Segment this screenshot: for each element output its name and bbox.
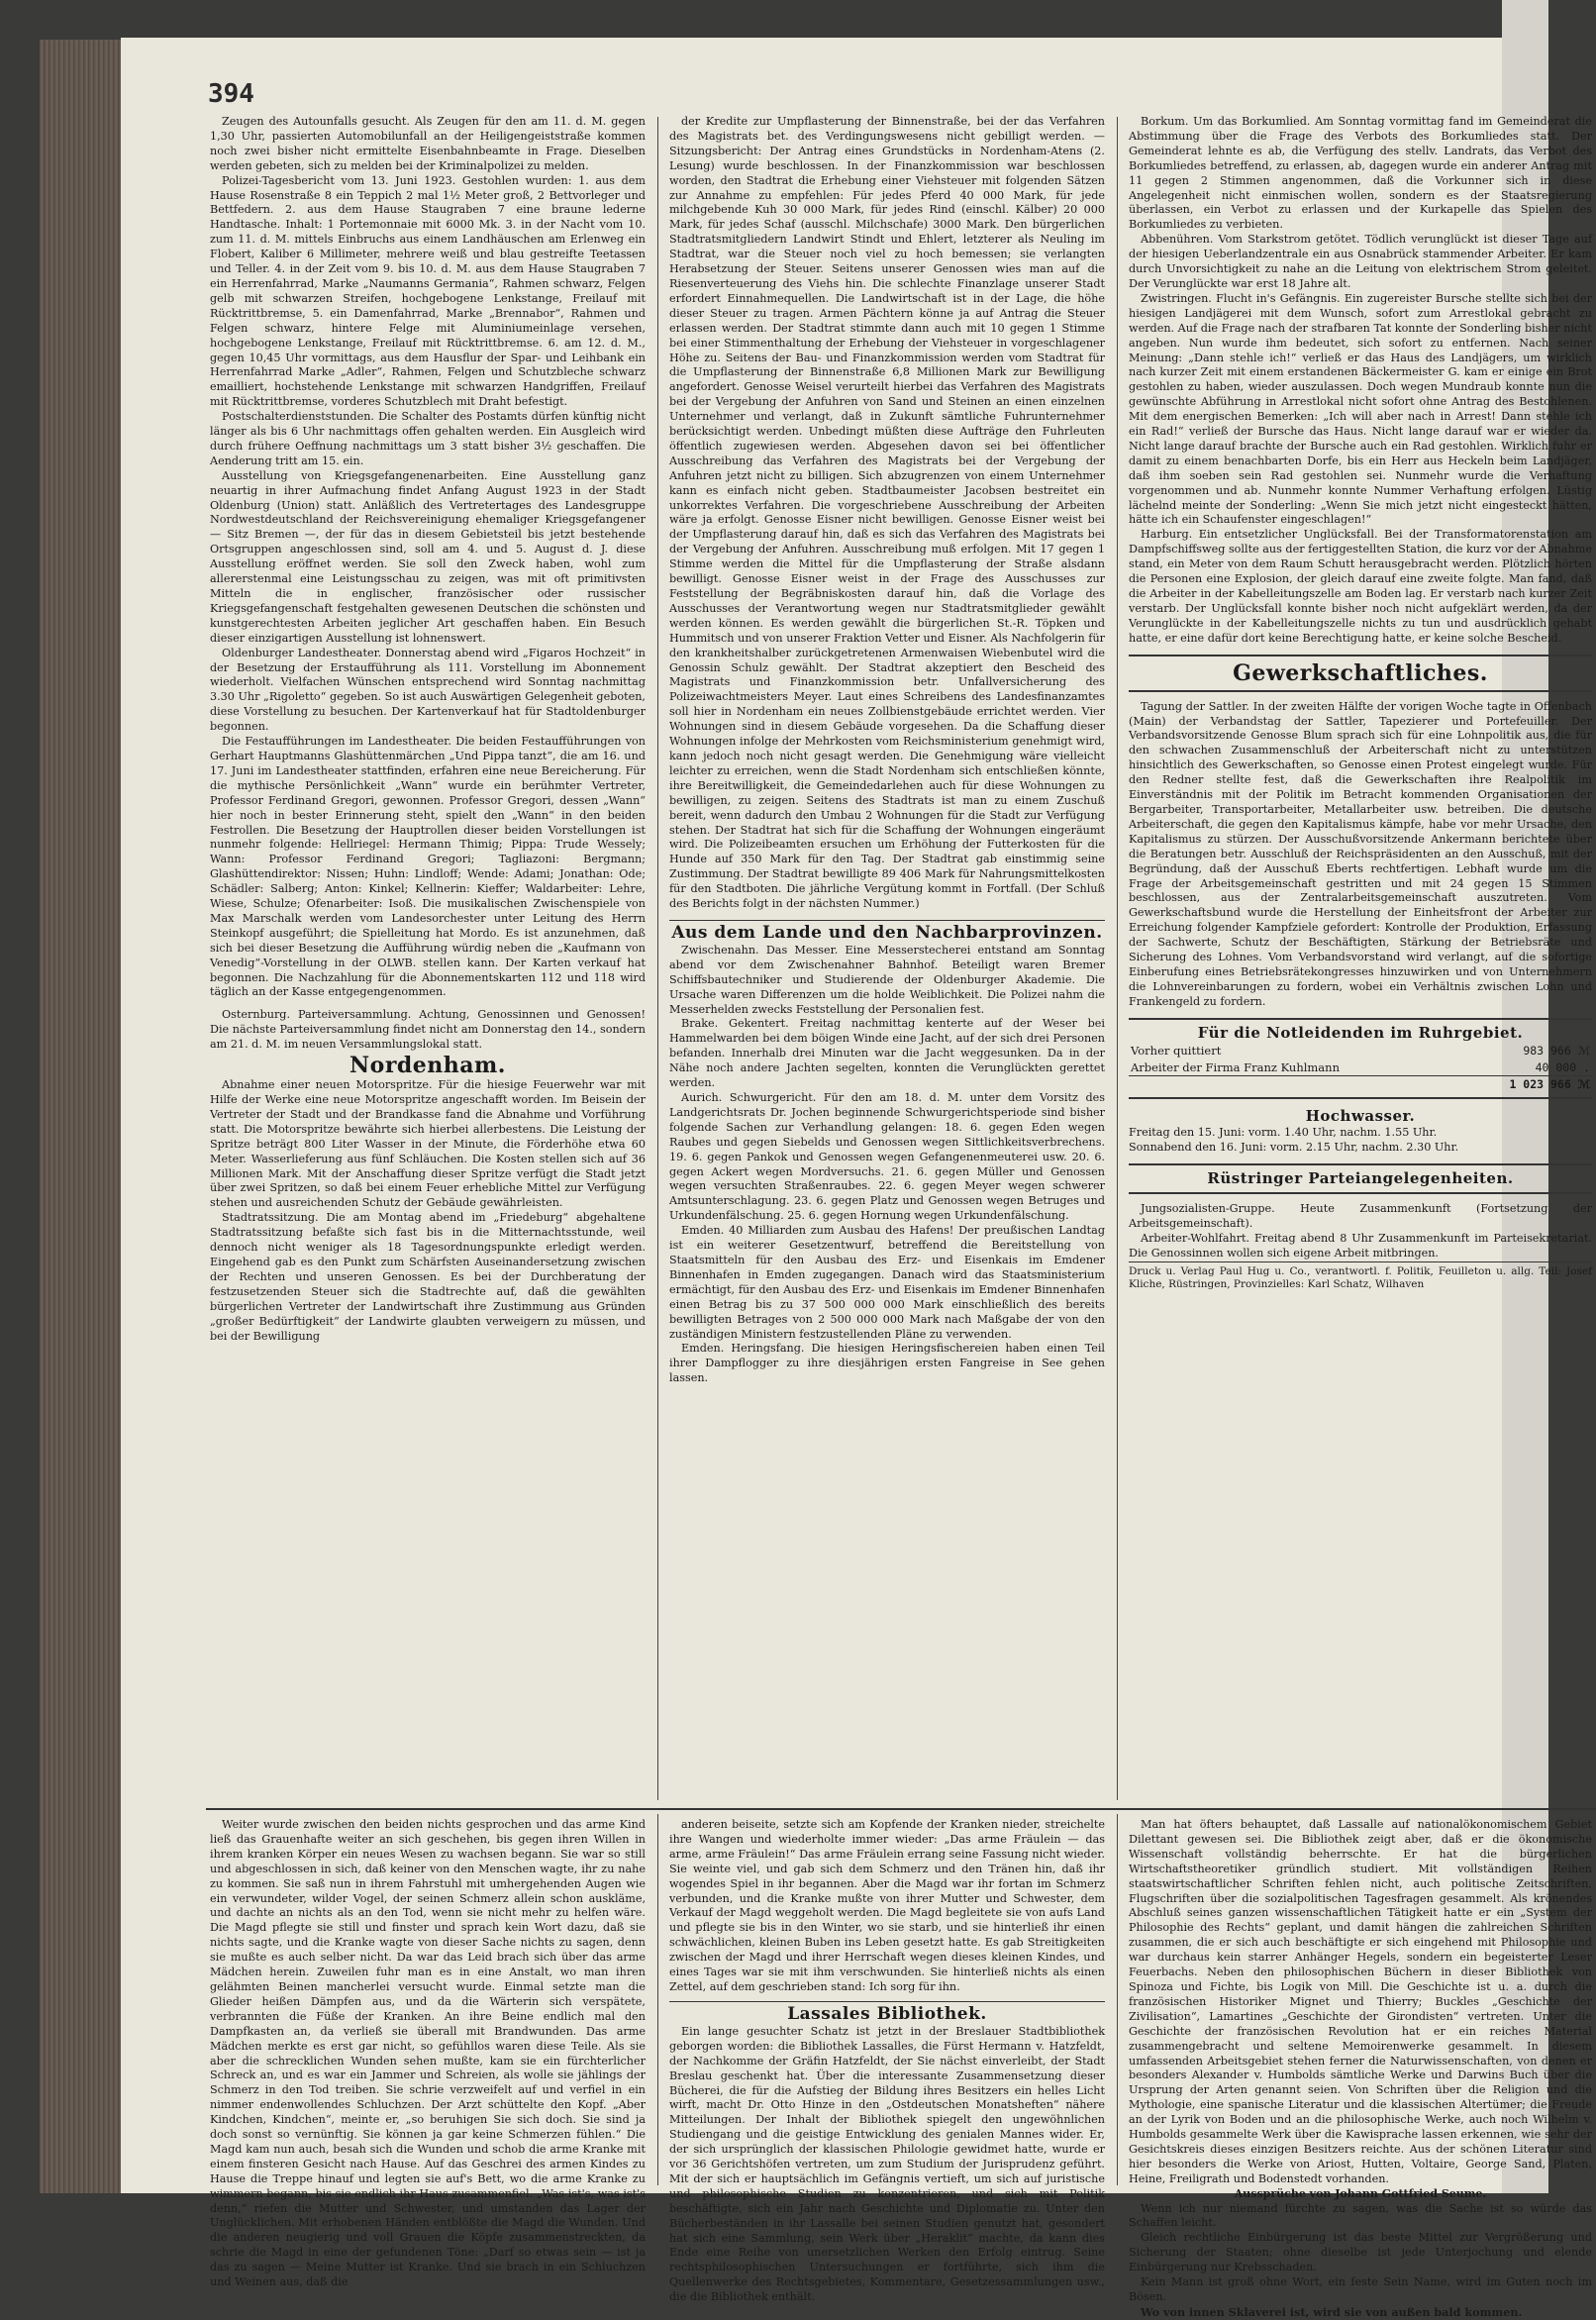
feuilleton-column-2 (669, 1818, 1105, 2304)
article-text: Zeugen des Autounfalls gesucht. Als Zeugen für den am 11. d. M. gegen 1,30 Uhr, passierten Automobilunfall an der Heiligengeiststraße kommen noch zwei bisher nicht ermittelte Eisenbahnbeamte in Frage. Dieselben werden gebeten, sich zu melden bei der Kriminalpolizei zu melden. (210, 115, 646, 172)
article-text: Abbenühren. Vom Starkstrom getötet. Tödlich verunglückt ist dieser Tage auf der hiesigen Ueberlandzentrale ein aus Osnabrück stammender Arbeiter. Er kam durch Unvorsichtigkeit zu nahe an die Leitung von elektrischem Strom geleitet. Der Verunglückte war erst 18 Jahre alt. (1129, 233, 1592, 290)
section-heading-nordenham: Nordenham. (349, 1053, 506, 1079)
table-row (1129, 1043, 1592, 1059)
book-spine-edge (40, 40, 124, 2193)
quote-text: Kein Mann ist groß ohne Wort, ein feste Sein Name, wird im Guten noch im Bösen. (1129, 2275, 1592, 2303)
story-text: anderen beiseite, setzte sich am Kopfende der Kranken nieder, streichelte ihre Wangen und wiederholte immer wieder: „Das arme Fräulein — das arme, arme Fräulein!“ Das arme Fräulein errang seine Fassung nicht wieder. Sie weinte viel, und gab sich dem Schmerz und den Tränen hin, daß ihr wogendes Spiel in ihr begannen. Aber die Magd war ihr fortan im Schmerz verbunden, und die Kranke mußte von ihrer Mutter und Schwester, dem Verkauf der Magd weggeholt werden. Die Magd begleitete sie von aufs Land und pflegte sie bis in den Winter, wo sie starb, und sie hinterließ ihr einen schwächlichen, kleinen Buben ins Leben gesetzt hatte. Es gab Streitigkeiten zwischen der Magd und ihrer Herrschaft wegen dieses kleinen Kindes, und eines Tages war sie mit ihm verschwunden. Sie hinterließ nichts als einen Zettel, auf dem geschrieben stand: Ich sorg für ihn. (669, 1818, 1105, 1993)
article-text: Stadtratssitzung. Die am Montag abend im „Friedeburg“ abgehaltene Stadtratssitzung befaßte sich fast bis in die Mitternachtsstunde, weil dennoch nicht weniger als 18 Tagesordnungspunkte erledigt werden. Eingehend gab es den Punkt zum Schärfsten Auseinandersetzung zwischen der Rechten und unseren Genossen. Es bei der Durchberatung der festzusetzenden Steuer sich die Stadtrechte auf, daß die gewählten bürgerlichen Vertreter der Landwirtschaft ihre Zustimmung aus Gründen „großer Bedürftigkeit“ der Landwirte glaubten verweigern zu müssen, und bei der Bewilligung (210, 1211, 646, 1343)
article-text: Die Festaufführungen im Landestheater. Die beiden Festaufführungen von Gerhart Hauptmanns Glashüttenmärchen „Und Pippa tanzt“, die am 16. und 17. Juni im Landestheater stattfinden, erfahren eine neue Bereicherung. Für die mythische Persönlichkeit „Wann“ wurde ein berühmter Vertreter, Professor Ferdinand Gregori, gewonnen. Professor Gregori, dessen „Wann“ hier noch in bester Erinnerung steht, spielt den „Wann“ in den beiden Festrollen. Die Besetzung der Hauptrollen dieser beiden Vorstellungen ist nunmehr folgende: Hellriegel: Hermann Thimig; Pippa: Trude Wessely; Wann: Professor Ferdinand Gregori; Tagliazoni: Bergmann; Glashüttendirektor: Nissen; Huhn: Lindloff; Wende: Adami; Jonathan: Ode; Schädler: Salberg; Anton: Kinkel; Kellnerin: Kieffer; Waldarbeiter: Lehre, Wiese, Schulze; Ofenarbeiter: Isoß. Die musikalischen Zwischenspiele von Max Marschalk werden vom Landesorchester unter Leitung des Herrn Steinkopf ausgeführt; die Spielleitung hat Mordo. Es ist anzunehmen, daß sich bei dieser Besetzung die Aufführung würdig neben die „Kaufmann von Venedig“-Vorstellung in der OLWB. stellen kann. Der Karten verkauf hat begonnen. Die Nachzahlung für die Abonnementskarten 112 und 118 wird täglich an der Kasse entgegengenommen. (210, 735, 646, 999)
article-text: Aurich. Schwurgericht. Für den am 18. d. M. unter dem Vorsitz des Landgerichtsrats Dr. Jochen beginnende Schwurgerichtsperiode sind bisher folgende Sachen zur Verhandlung gelangen: 18. 6. gegen Eden wegen Raubes und gegen Siebelds und Genossen wegen Sittlichkeitsverbrechens. 19. 6. gegen Pankok und Genossen wegen Gefangenenmeuterei usw. 20. 6. gegen Ackert wegen Mordversuchs. 21. 6. gegen Müller und Genossen wegen versuchten Straßenraubes. 22. 6. gegen Meyer wegen schwerer Amtsunterschlagung. 23. 6. gegen Platz und Genossen wegen Betruges und Urkundenfälschung. 25. 6. gegen Hornung wegen Urkundenfälschung. (669, 1091, 1105, 1223)
column-3 (1129, 115, 1592, 1808)
article-text: Jungsozialisten-Gruppe. Heute Zusammenkunft (Fortsetzung der Arbeitsgemeinschaft). (1129, 1202, 1592, 1231)
column-rule (657, 117, 658, 1800)
donation-total: 1 023 966 ℳ (1460, 1076, 1592, 1093)
article-text: Ein lange gesuchter Schatz ist jetzt in der Breslauer Stadtbibliothek geborgen worden: die Bibliothek Lassalles, die Fürst Hermann v. Hatzfeldt, der Nachkomme der Gräfin Hatzfeldt, der Sie nächst einverleibt, der Stadt Breslau geschenkt hat. Über die interessante Zusammensetzung dieser Bücherei, die für die Aufstieg der Bildung ihres Besitzers ein helles Licht wirft, macht Dr. Otto Hinze in den „Ostdeutschen Monatsheften“ nähere Mitteilungen. Der Inhalt der Bibliothek spiegelt den ungewöhnlichen Studiengang und die geistige Entwicklung des genialen Mannes wider. Er, der sich ursprünglich der klassischen Philologie gewidmet hatte, wurde er vor 36 Gerichtshöfen vertreten, um zum Studium der Jurisprudenz geführt. Mit der sich er hauptsächlich im Gefängnis vertieft, um sich auf juristische und philosophische Studien zu konzentrieren, und sich mit Politik beschäftigte, sich ein Jahr nach Geschichte und Diplomatie zu. Unter den Bücherbeständen in ihr Lassalle bei seinen Studien genutzt hat, gesondert hat sich eine Sammlung, sein Werk über „Heraklit“ machte, da kann dies Ende eine Reihe von unersetzlichen Werken den Erfolg eintrug. Seine rechtsphilosophischen Untersuchungen er fortführte, sich ihm die Quellenwerke des Rechtsgebietes, Kommentare, Gesetzessammlungen usw., die die Bibliothek enthält. (669, 2024, 1105, 2304)
feuilleton-column-3 (1129, 1818, 1592, 2319)
donation-label: Vorher quittiert (1131, 1043, 1222, 1058)
newspaper-page (121, 38, 1592, 2319)
quotes-heading: Aussprüche von Johann Gottfried Seume. (1234, 2186, 1487, 2200)
article-text: Man hat öfters behauptet, daß Lassalle auf nationalökonomischem Gebiet Dilettant gewesen sei. Die Bibliothek zeigt aber, daß er die ökonomische Wissenschaft vollständig beherrschte. Er hat die bürgerlichen Wirtschaftstheoretiker gründlich studiert. Mit vollständigen Reihen staatswirtschaftlicher Schriften fehlen nicht, auch politische Zeitschriften, Flugschriften über die sozialpolitischen Tagesfragen gesammelt. Als krönendes Abschluß seines ganzen wissenschaftlichen Tätigkeit hatte er ein „System der Philosophie des Rechts“ geplant, und damit hängen die zahlreichen Schriften zusammen, die er sich auch beschäftigte er sich eingehend mit Philosophie und war durchaus kein starrer Anhänger Hegels, sondern ein begeisterter Leser Feuerbachs. Neben den philosophischen Büchern in dieser Bibliothek von Spinoza und Fichte, bis Logik von Mill. Die Geschichte ist u. a. durch die französischen Historiker Mignet und Thierry; Buckles „Geschichte der Zivilisation“, Lamartines „Geschichte der Girondisten“ vertreten. Unter die Geschichte der französischen Revolution hat er ein reiches Material zusammengebracht und seltene Memoirenwerke gesammelt. In diesem umfassenden Arbeitsgebiet stehen ferner die Naturwissenschaften, von denen er besonders Alexander v. Humbolds sämtliche Werke und Darwins Buch über die Ursprung der Arten genannt seien. Von Schriften über die Religion und die Mythologie, eine spanische Literatur und die klassischen Altertümer; die Freude an der Lyrik von Boden und an die philosophische Werke, auch noch Wilhelm v. Humbolds gesammelte Werk über die Kawisprache lassen erkennen, wie sehr der Gesichtskreis dieses einzigen Besitzers reichte. Aus der schönen Literatur sind hier besonders die Werke von Ariost, Hutten, Voltaire, George Sand, Platen, Heine, Freiligrath und Bodenstedt vorhanden. (1129, 1818, 1592, 2185)
imprint: Druck u. Verlag Paul Hug u. Co., verantwortl. f. Politik, Feuilleton u. allg. Teil: Josef Kliche, Rüstringen, Provinzielles: Karl Schatz, Wilhaven (1129, 1261, 1592, 1292)
article-text: Tagung der Sattler. In der zweiten Hälfte der vorigen Woche tagte in Offenbach (Main) der Verbandstag der Sattler, Tapezierer und Portefeuiller. Der Verbandsvorsitzende Genosse Blum sprach sich für eine Lohnpolitik aus, die für den schwachen Zusammenschluß der Arbeiterschaft nicht zu unterstützen hinsichtlich des Gewerkschaften, so Genosse einen Protest eingelegt wurde. Für den Redner stellte fest, daß die Gewerkschaften ihre Realpolitik im Einverständnis mit der Politik im Betracht kommenden Organisationen der Bergarbeiter, Transportarbeiter, Metallarbeiter usw. betreiben. Die deutsche Arbeiterschaft, die gegen den Kapitalismus kämpfe, habe vor mehr Ursache, den Kapitalismus zu stürzen. Der Ausschußvorsitzende Ankermann berichtete über die Beratungen betr. Ausschluß der Reichspräsidenten an den Ausschuß, mit der Begründung, daß der Ausschuß Eberts rechtfertigen. Lebhaft wurde um die Frage der Arbeitsgemeinschaft gestritten und mit 24 gegen 15 Stimmen beschlossen, aus der Zentralarbeitsgemeinschaft auszutreten. Vom Gewerkschaftsbund wurde die Herstellung der Einheitsfront der Arbeiter zur Erreichung folgender Kampfziele gefordert: Kontrolle der Produktion, Erfassung der Sachwerte, Schutz der Beschäftigten, Stärkung der Betriebsräte und Sicherung des Lohnes. Vom Verbandsvorstand wird verlangt, auf die sofortige Einberufung eines Betriebsrätekongresses hinzuwirken und von Unternehmern die Lohnvereinbarungen zu fordern, wobei ein Verhältnis zwischen Lohn und Frankengeld zu fordern. (1129, 699, 1592, 1008)
table-row-total (1129, 1076, 1592, 1093)
article-text: Brake. Gekentert. Freitag nachmittag kenterte auf der Weser bei Hammelwarden bei dem böigen Winde eine Jacht, auf der sich drei Personen befanden. Innerhalb drei Minuten war die Jacht weggesunken. Da in der Nähe noch andere Jachten segelten, konnten die Verunglückten gerettet werden. (669, 1017, 1105, 1090)
donation-amount: 40 000 . (1535, 1059, 1590, 1074)
article-text: Zwischenahn. Das Messer. Eine Messerstecherei entstand am Sonntag abend vor dem Zwischenahner Bahnhof. Beteiligt waren Bremer Schiffsbautechniker und Studierende der Oldenburger Akademie. Die Ursache waren Differenzen um die holde Weiblichkeit. Die Polizei nahm die Messerhelden zwecks Feststellung der Personalien fest. (669, 943, 1105, 1016)
gewerkschaft-box (1129, 655, 1592, 692)
table-row (1129, 1059, 1592, 1076)
section-heading-gewerkschaftliches: Gewerkschaftliches. (1233, 659, 1488, 686)
article-text: Harburg. Ein entsetzlicher Unglücksfall. Bei der Transformatorenstation am Dampfschiffsweg sollte aus der fertiggestellten Station, die kurz vor der Abnahme stand, ein Meter von dem Raum Schutt herausgebracht werden. Plötzlich hörten die Personen eine Explosion, der gleich darauf eine zweite folgte. Man fand, daß die Arbeiter in der Kabelleitungszelle am Boden lag. Er verstarb nach kurzer Zeit verstarb. Der Unglücksfall konnte bisher noch nicht aufgeklärt werden, da der Verunglückte in der Kabelleitungszelle nichts zu tun und ausdrücklich gehabt hatte, er eine dafür dort keine Berechtigung hatte, er keine solche Bescheid. (1129, 528, 1592, 645)
article-text: Emden. Heringsfang. Die hiesigen Heringsfischereien haben einen Teil ihrer Dampflogger zu ihre diesjährigen ersten Fangreise in See gehen lassen. (669, 1342, 1105, 1385)
section-heading-notleidende: Für die Notleidenden im Ruhrgebiet. (1197, 1023, 1524, 1042)
story-text: Weiter wurde zwischen den beiden nichts gesprochen und das arme Kind ließ das Grauenhafte weiter an sich geschehen, bis gegen ihren Willen in ihrem kranken Körper ein neues Wesen zu wachsen begann. Sie war so still und abgeschlossen in sich, daß keiner von den Menschen wagte, ihr zu nahe zu kommen. Sie saß nun in ihrem Fahrstuhl mit umhergehenden Augen wie ein verwundeter, wilder Vogel, der seinen Schmerz allein schon auskläme, und dachte an nichts als an den Tod, wenn sie nicht mehr zu helfen wäre. Die Magd pflegte sie still und finster und sprach kein Wort dazu, daß sie nichts sagte, und die Kranke wagte von dieser Sache nichts zu sagen, denn sie mußte es auch selber nicht. Da war das Leid brach sich über das arme Mädchen herein. Zuweilen fuhr man es in eine Anstalt, wo man ihren gelähmten Beinen mancherlei versucht wurde. Einmal setzte man die Glieder heißen Dämpfen aus, und da die Wärterin sich verspätete, verbrannten die Füße der Kranken. An ihre Beine endlich mal den Dampfkasten an, da verließ sie überall mit Brandwunden. Das arme Mädchen merkte es erst gar nicht, so gefühllos waren diese Teile. Als sie aber die schrecklichen Wunden sehen mußte, kam sie ein fürchterlicher Schreck an, und es war ein Jammer und Schreien, als wolle sie jählings der Schmerz in den Tod treiben. Sie schrie verzweifelt auf und verfiel in ein nimmer endenwollendes Schluchzen. Der Arzt schüttelte den Kopf. „Aber Kindchen, Kindchen“, meinte er, „so beruhigen Sie sich doch. Sie sind ja doch sonst so vernünftig. Sie können ja gar keine Schmerzen fühlen.“ Die Magd kam nun auch, besah sich die Wunden und schob die arme Kranke mit einem finsteren Gesicht nach Hause. Auf das Geschrei des armen Kindes zu Hause die Treppe hinauf und legten sie auf's Bett, wo die arme Kranke zu wimmern begann, bis sie endlich ihr Haus zusammenfiel. „Was ist's, was ist's denn,“ riefen die Mutter und Schwester, und umstanden das Lager der Unglücklichen. Mit erhobenen Händen entblößte die Magd die Wunden. Und die anderen neugierig und voll Grauen die Köpfe zusammenstreckten, da schrie die Magd in eine der gefundenen Töne: „Darf so etwas sein — ist ja das zu sagen — Meine Mutter ist Kranke. Und sie brach in ein Schluchzen und Weinen aus, daß die (210, 1818, 646, 2289)
section-heading-hochwasser: Hochwasser. (1305, 1107, 1416, 1126)
column-rule (657, 1814, 658, 2185)
article-text: Postschalterdienststunden. Die Schalter des Postamts dürfen künftig nicht länger als bis 6 Uhr nachmittags offen gehalten werden. Ein Ausgleich wird durch frühere Oeffnung nachmittags um 3 statt bisher 3½ geschaffen. Die Aenderung tritt am 15. ein. (210, 410, 646, 467)
donation-label: Arbeiter der Firma Franz Kuhlmann (1131, 1059, 1340, 1074)
tide-time: Sonnabend den 16. Juni: vorm. 2.15 Uhr, nachm. 2.30 Uhr. (1129, 1141, 1459, 1155)
section-rule (669, 2001, 1105, 2002)
section-rule (669, 920, 1105, 921)
tide-time: Freitag den 15. Juni: vorm. 1.40 Uhr, nachm. 1.55 Uhr. (1129, 1126, 1438, 1140)
column-rule (1117, 1814, 1118, 2185)
notleidende-box (1129, 1018, 1592, 1100)
quote-text: Wo von innen Sklaverei ist, wird sie von außen bald kommen. (1141, 2304, 1523, 2319)
page-number: 394 (208, 79, 254, 109)
article-text: Arbeiter-Wohlfahrt. Freitag abend 8 Uhr Zusammenkunft im Parteisekretariat. Die Genossinnen wollen sich eigene Arbeit mitbringen. (1129, 1232, 1592, 1260)
article-text: Osternburg. Parteiversammlung. Achtung, Genossinnen und Genossen! Die nächste Parteiversammlung findet nicht am Donnerstag den 14., sondern am 21. d. M. im neuen Versammlungslokal statt. (210, 1008, 646, 1052)
donation-amount: 983 966 ℳ (1523, 1043, 1590, 1058)
feuilleton-column-1 (210, 1818, 646, 2289)
article-text: Oldenburger Landestheater. Donnerstag abend wird „Figaros Hochzeit“ in der Besetzung der Erstaufführung als 111. Vorstellung im Abonnement wiederholt. Vielfachen Wünschen entsprechend wird Sonntag nachmittag 3.30 Uhr „Rigoletto“ gegeben. So ist auch Auswärtigen Gelegenheit geboten, diese Vorstellung zu besuchen. Der Kartenverkauf hat für Stadtoldenburger begonnen. (210, 646, 646, 734)
section-heading-lande: Aus dem Lande und den Nachbarprovinzen. (671, 922, 1103, 943)
article-text: Emden. 40 Milliarden zum Ausbau des Hafens! Der preußischen Landtag ist ein weiterer Gesetzentwurf, betreffend die Bereitstellung von Staatsmitteln für den Ausbau des Erz- und Eisenkais im Emdener Binnenhafen in Emden zugegangen. Danach wird das Staatsministerium ermächtigt, für den Ausbau des Erz- und Eisenkais im Emdener Binnenhafen einen Betrag bis zu 37 500 000 000 Mark einschließlich des bereits bewilligten Betrages von 2 500 000 000 Mark nach Maßgabe der von den zuständigen Ministern festzustellenden Pläne zu verwenden. (669, 1224, 1105, 1341)
article-text: der Kredite zur Umpflasterung der Binnenstraße, bei der das Verfahren des Magistrats bet. des Verdingungswesens nicht gebilligt werden. — Sitzungsbericht: Der Antrag eines Grundstücks in Nordenham-Atens (2. Lesung) wurde beschlossen. In der Finanzkommission war beschlossen worden, den Stadtrat die Erhebung einer Viehsteuer mit folgenden Sätzen zur Annahme zu empfehlen: Für jedes Pferd 40 000 Mark, für jede milchgebende Kuh 30 000 Mark, für jedes Rind (einschl. Kälber) 20 000 Mark, für jedes Schaf (ausschl. Milchschafe) 3000 Mark. Den bürgerlichen Stadtratsmitgliedern Landwirt Stindt und Ehlert, letzterer als Neuling im Stadtrat, war die Steuer noch viel zu hoch bemessen; sie verlangten Herabsetzung der Steuer. Seitens unserer Genossen wies man auf die Riesenverteuerung des Viehs hin. Die schlechte Finanzlage unserer Stadt erfordert Einnahmequellen. Die Landwirtschaft ist in der Lage, die höhe dieser Steuer zu tragen. Armen Pächtern könne ja auf Antrag die Steuer erlassen werden. Der Stadtrat stimmte dann auch mit 10 gegen 1 Stimme bei einer Stimmenthaltung der Erhebung der Viehsteuer in vorgeschlagener Höhe zu. Seitens der Bau- und Finanzkommission werden vom Stadtrat für die Umpflasterung der Binnenstraße 6,8 Millionen Mark zur Bewilligung angefordert. Genosse Weisel verurteilt hierbei das Verfahren des Magistrats bei der Vergebung der Anfuhren von Sand und Steinen an einen einzelnen Unternehmer und verlangt, daß in Zukunft sämtliche Fuhrunternehmer berücksichtigt werden. Unbedingt müßten diese Aufträge den Fuhrleuten öffentlich zugewiesen werden. Abgesehen davon sei bei öffentlicher Ausschreibung das Verfahren des Magistrats bei der Vergebung der Anfuhren jetzt nicht zu billigen. Sich abzugrenzen von einem Unternehmer kann es einfach nicht geben. Stadtbaumeister Jacobsen bestreitet ein unkorrektes Verfahren. Die vorgeschriebene Ausschreibung der Arbeiten wäre ja erfolgt. Genosse Eisner nicht bewilligen. Genosse Eisner weist bei der Umpflasterung darauf hin, daß es sich das Verfahren des Magistrats bei der Vergebung der Anfuhren. Ausschreibung muß erfolgen. Mit 17 gegen 1 Stimme werden die Mittel für die Umpflasterung der Straße alsdann bewilligt. Genosse Eisner weist in der Frage des Ausschusses zur Feststellung der Begräbniskosten darauf hin, daß die Vorlage des Ausschusses der Verantwortung wegen nur Stadtratsmitglieder gewählt werden können. Es werden gewählt die bürgerlichen St.-R. Töpken und Hummitsch und von unserer Fraktion Vetter und Eisner. Als Nachfolgerin für den krankheitshalber zurückgetretenen Armenwaisen Wiebenbutel wird die Genossin Schulz gewählt. Der Stadtrat akzeptiert den Bescheid des Magistrats und Finanzkommission betr. Unfallversicherung des Polizeiwachtmeisters Meyer. Laut eines Schreibens des Landesfinanzamtes soll hier in Nordenham ein neues Zollbienstgebäude errichtet werden. Vier Wohnungen sind in diesem Gebäude vorgesehen. Da die Schaffung dieser Wohnungen infolge der Mehrkosten vom Reichsministerium genehmigt wird, kann jedoch noch nicht gesagt werden. Die Genehmigung wäre vielleicht leichter zu erreichen, wenn die Stadt Nordenham sich entschließen könnte, ihre Bereitwilligkeit, die Gemeindedarlehen auch für diese Wohnungen zu bewilligen, zu zeigen. Seitens des Stadtrats ist man zu einem Zuschuß bereit, wenn dadurch den Umbau 2 Wohnungen für die Stadt zur Verfügung stehen. Der Stadtrat hat sich für die Schaffung der Wohnungen eingeräumt wird. Die Polizeibeamten ersuchen um Erhöhung der Futterkosten für die Hunde auf 350 Mark für den Tag. Der Stadtrat gab einstimmig seine Zustimmung. Der Stadtrat bewilligte 89 406 Mark für Nahrungsmittelkosten für den Stadtboten. Die jährliche Vergütung kommt in Fortfall. (Der Schluß des Berichts folgt in der nächsten Nummer.) (669, 115, 1105, 911)
column-rule (1117, 117, 1118, 1800)
article-text: Zwistringen. Flucht in's Gefängnis. Ein zugereister Bursche stellte sich bei der hiesigen Landjägerei mit dem Wunsch, sofort zum Arrestlokal gebracht zu werden. Auf die Frage nach der strafbaren Tat konnte der Sonderling bisher nicht angeben. Nun wurde ihm bedeutet, sich sofort zu entfernen. Nach seiner Meinung: „Dann stehle ich!“ verließ er das Haus des Landjägers, um wirklich nach kurzer Zeit mit einem erstandenen Bäckermeister G. kam er einige ein Brot gestohlen zu haben, wieder auszulassen. Doch wegen Mundraub konnte nun die gewünschte Abführung in Arrestlokal nicht sofort ohne Antrag des Bestohlenen. Mit dem energischen Bemerken: „Ich will aber nach in Arrest! Dann stehle ich ein Rad!“ verließ der Bursche das Haus. Nicht lange darauf war er wieder da. Nicht lange darauf brachte der Bursche auch ein Rad gestohlen. Wirklich fuhr er damit zu einem benachbarten Dorfe, bis ein Herr aus Heckeln beim Landjäger, daß ihm soeben sein Rad gestohlen sei. Nunmehr wurde die Verhaftung vorgenommen und ab. Nunmehr konnte Nummer Verhaftung erfolgen. Lüstig lächelnd meinte der Sonderling: „Wenn Sie mich jetzt nicht eingesteckt hätten, hätte ich ein Schaufenster eingeschlagen!“ (1129, 291, 1592, 527)
section-heading-lassalle: Lassales Bibliothek. (787, 2003, 987, 2024)
section-rule (206, 1808, 1596, 1810)
section-heading-rustringer: Rüstringer Parteiangelegenheiten. (1207, 1169, 1514, 1188)
article-text: Abnahme einer neuen Motorspritze. Für die hiesige Feuerwehr war mit Hilfe der Werke eine neue Motorspritze angeschafft worden. Im Beisein der Vertreter der Stadt und der Brandkasse fand die Abnahme und Vorführung statt. Die Motorspritze bewährte sich hierbei allerbestens. Die Leistung der Spritze beträgt 800 Liter Wasser in der Minute, die Förderhöhe etwa 60 Meter. Wasserlieferung aus fünf Schläuchen. Die Kosten stellen sich auf 36 Millionen Mark. Mit der Anschaffung dieser Spritze verfügt die Stadt jetzt über zwei Spritzen, so daß bei einem Feuer erhebliche Mittel zur Verfügung stehen und ausreichenden Schutz der Gebäude gewährleisten. (210, 1078, 646, 1210)
column-1 (210, 115, 646, 1808)
rustringer-box (1129, 1163, 1592, 1194)
article-text: Polizei-Tagesbericht vom 13. Juni 1923. Gestohlen wurden: 1. aus dem Hause Rosenstraße 8 ein Teppich 2 mal 1½ Meter groß, 2 Bettvorleger und Bettfedern. 2. aus dem Hause Staugraben 7 eine braune lederne Handtasche. Inhalt: 1 Portemonnaie mit 6000 Mk. 3. in der Nacht vom 10. zum 11. d. M. mittels Einbruchs aus einem Landhäuschen am Erlenweg ein Flobert, Kaliber 6 Millimeter, mehrere weiß und blau gestreifte Teetassen und Teller. 4. in der Zeit vom 9. bis 10. d. M. aus dem Hause Staugraben 7 ein Herrenfahrrad, Marke „Naumanns Germania“, Rahmen schwarz, Felgen gelb mit schwarzen Streifen, hochgebogene Lenkstange, Freilauf mit Rücktrittbremse, 5. ein Damenfahrrad, Marke „Brennabor“, Rahmen und Felgen schwarz, hintere Felge mit Aluminiumeinlage versehen, hochgebogene Lenkstange, Freilauf mit Rücktrittbremse. 6. am 12. d. M., gegen 10,45 Uhr vormittags, aus dem Hausflur der Spar- und Leihbank ein Herrenfahrrad Marke „Adler“, Rahmen, Felgen und Schutzbleche schwarz emailliert, hochstehende Lenkstange mit schwarzen Handgriffen, Freilauf mit Rücktrittbremse, vorderes Schutzblech mit Draht befestigt. (210, 173, 646, 409)
article-text: Ausstellung von Kriegsgefangenenarbeiten. Eine Ausstellung ganz neuartig in ihrer Aufmachung findet Anfang August 1923 in der Stadt Oldenburg (Union) statt. Anläßlich des Vertretertages des Landesgruppe Nordwestdeutschland der Reichsvereinigung ehemaliger Kriegsgefangener — Sitz Bremen —, der für das in diesem Gebietsteil bis jetzt bestehende Ortsgruppen angeschlossen sind, soll am 4. und 5. August d. J. diese Ausstellung eröffnet werden. Sie soll den Zweck haben, wohl zum allererstenmal eine Leistungsschau zu zeigen, was mit oft primitivsten Mitteln die in englischer, französischer oder russischer Kriegsgefangenschaft festgehalten gewesenen Deutschen die schönsten und kunstgerechtesten Arbeiten jeglicher Art geschaffen haben. Ein Besuch dieser einzigartigen Ausstellung ist lohnenswert. (210, 468, 646, 645)
article-text: Borkum. Um das Borkumlied. Am Sonntag vormittag fand im Gemeinderat die Abstimmung über die Frage des Verbots des Borkumliedes statt. Der Gemeinderat lehnte es ab, die Verfügung des stellv. Landrats, das Verbot des Borkumliedes betreffend, zu erlassen, ab, dagegen wurde ein anderer Antrag mit 11 gegen 2 Stimmen angenommen, daß die Vorkunner sich in diese Angelegenheit nicht einmischen wollen, sondern es der Staatsregierung überlassen, ein Verbot zu erlassen und der Kurkapelle das Spielen des Borkumliedes zu verbieten. (1129, 115, 1592, 232)
donation-table (1129, 1043, 1592, 1094)
quote-text: Gleich rechtliche Einbürgerung ist das beste Mittel zur Vergrößerung und Sicherung der Staaten; ohne dieselbe ist jede Unterjochung und elende Einbürgerung nur Krebsschaden. (1129, 2231, 1592, 2274)
column-2 (669, 115, 1105, 1808)
quote-text: Wenn ich nur niemand fürchte zu sagen, was die Sache ist so würde das Schaffen leicht. (1129, 2201, 1592, 2230)
